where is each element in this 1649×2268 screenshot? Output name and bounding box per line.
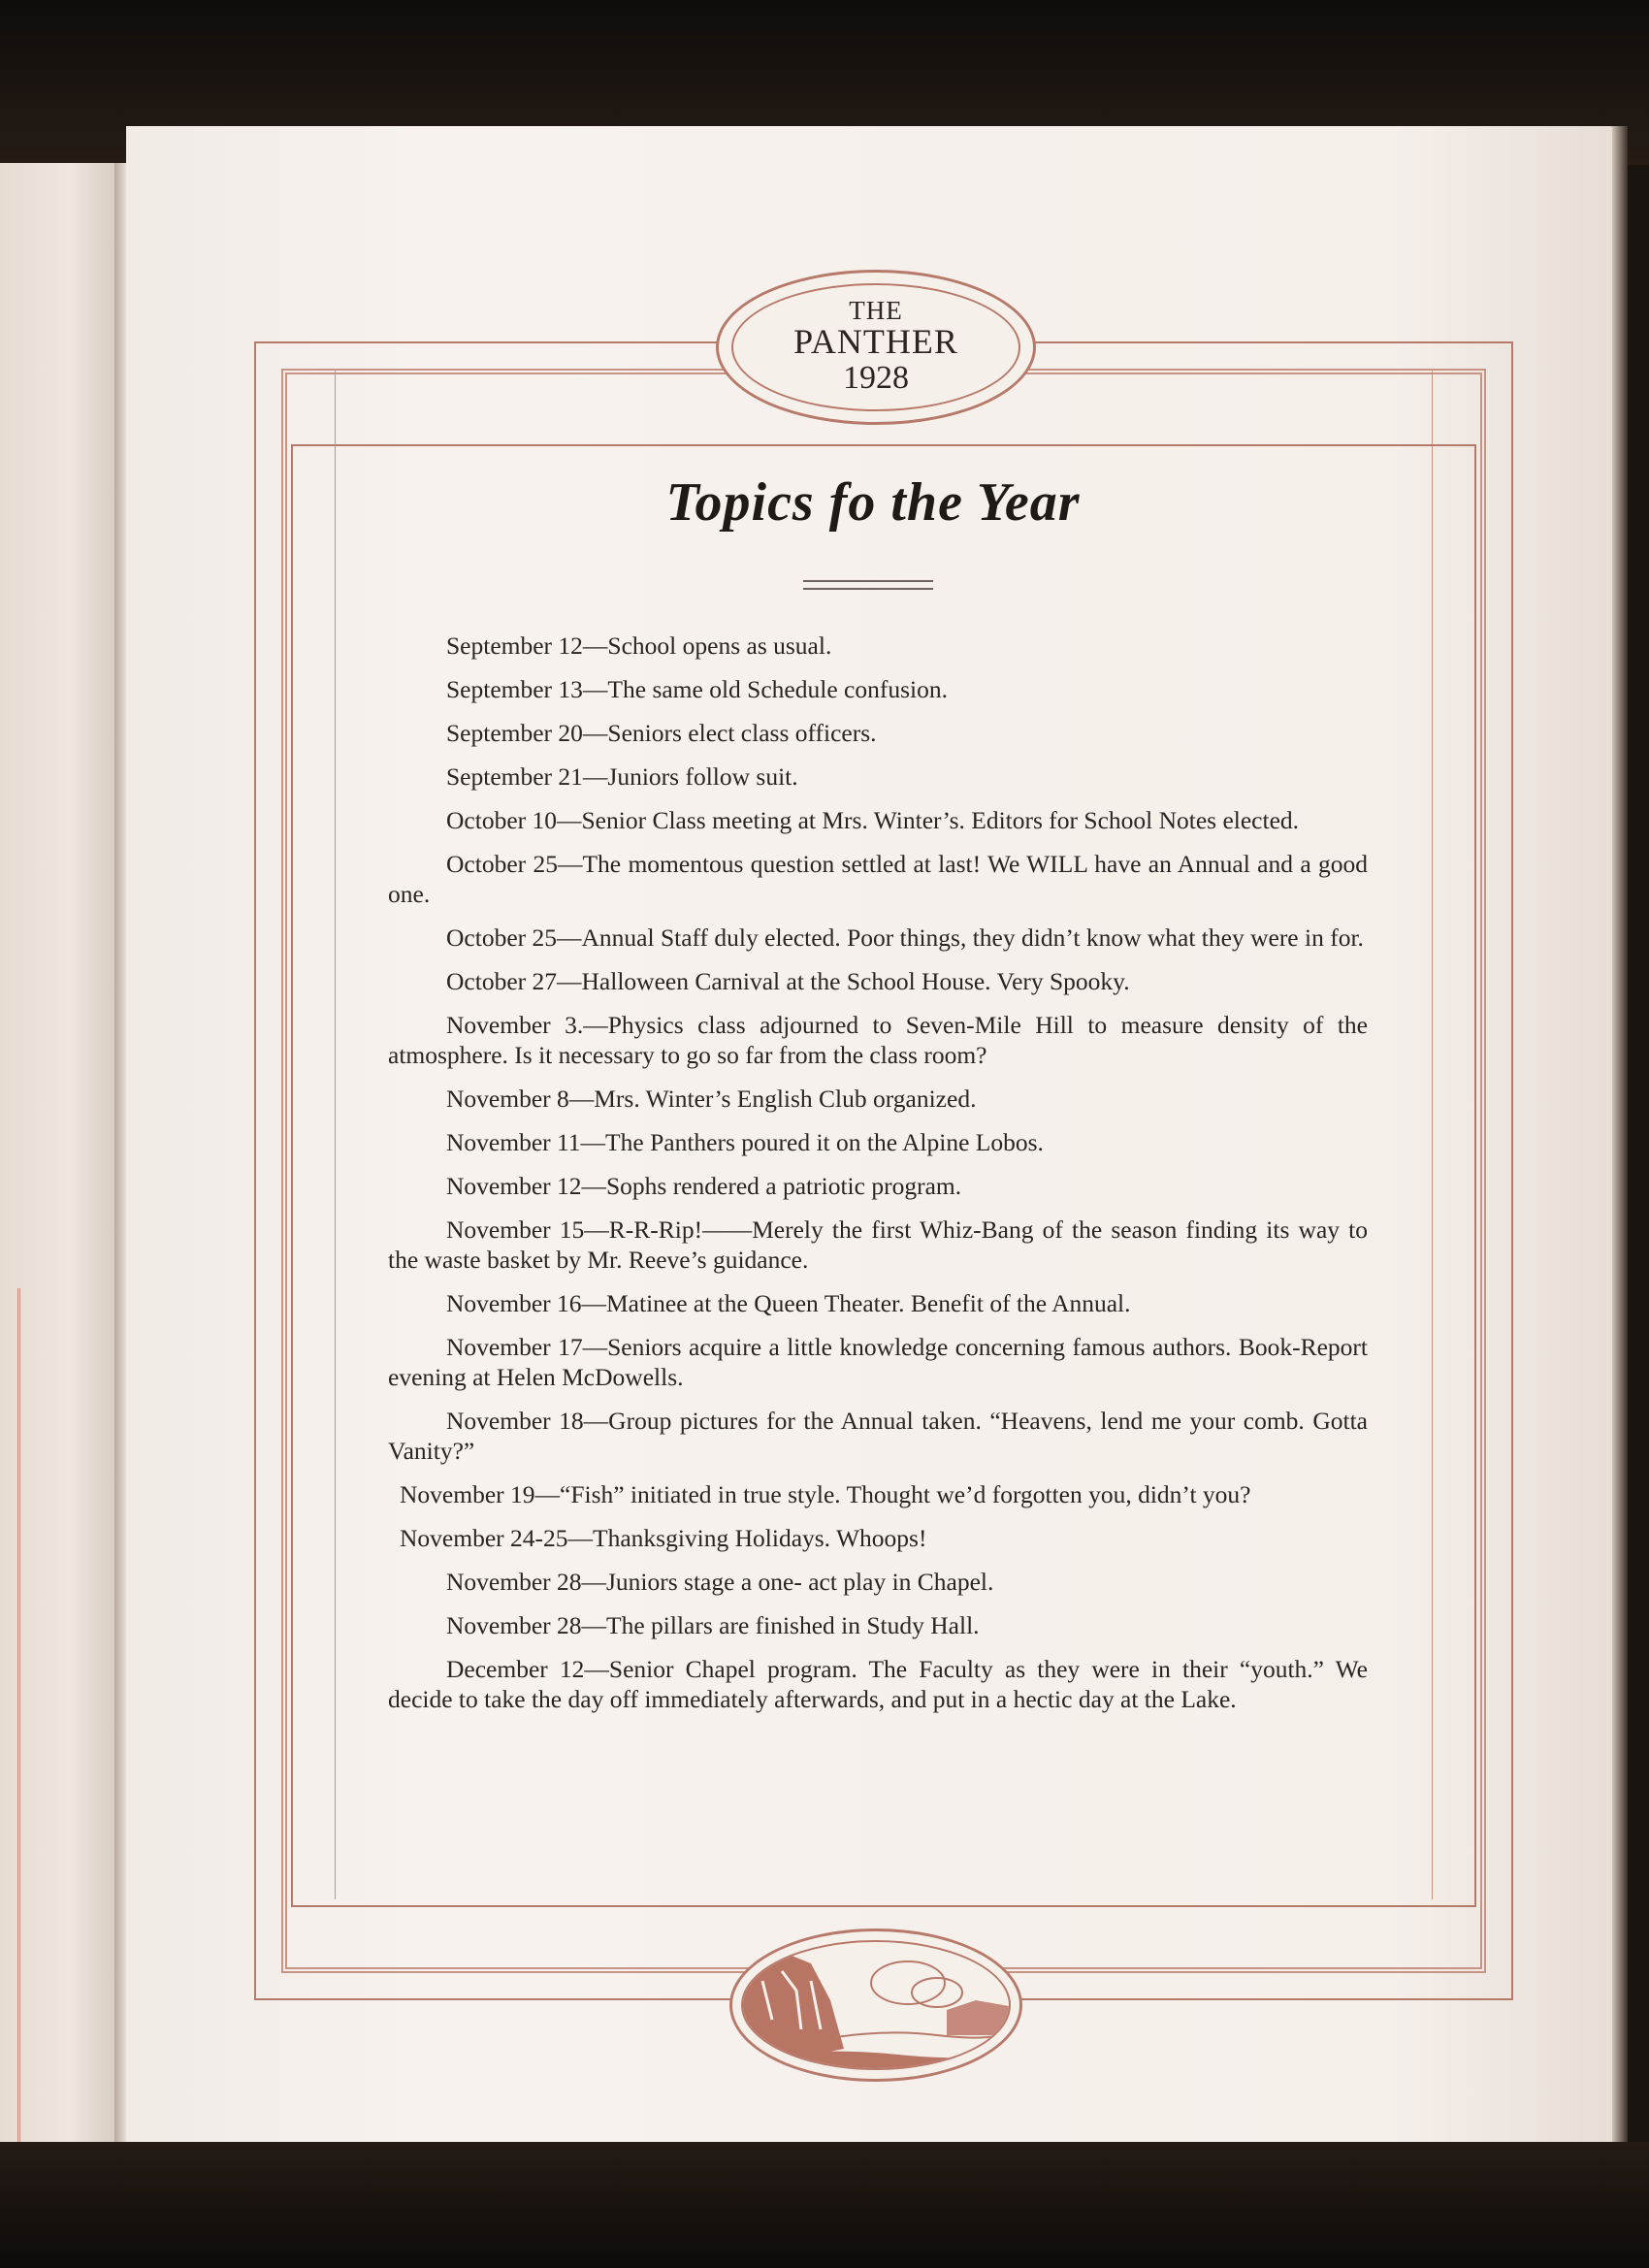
entry-18: November 24-25—Thanksgiving Holidays. Whoops! (400, 1524, 927, 1552)
facing-page-edge (0, 163, 116, 2142)
scan-background-bottom (0, 2142, 1649, 2268)
entry-8: October 27—Halloween Carnival at the School House. Very Spooky. (446, 967, 1130, 995)
entry-2: September 13—The same old Schedule confusion. (446, 675, 948, 703)
entry-21: December 12—Senior Chapel program. The Faculty as they were in their “youth.” We decide to take the day off immediately afterwards, and put in a hectic day at the Lake. (388, 1655, 1368, 1713)
entry-14: November 16—Matinee at the Queen Theater. Benefit of the Annual. (446, 1289, 1131, 1317)
entry-3: September 20—Seniors elect class officers. (446, 719, 877, 747)
entry-16: November 18—Group pictures for the Annual taken. “Heavens, lend me your comb. Gotta Vanity?” (388, 1407, 1368, 1465)
title-divider (803, 580, 933, 590)
entry-20: November 28—The pillars are finished in Study Hall. (446, 1611, 980, 1639)
entry-13: November 15—R-R-Rip!——Merely the first Whiz-Bang of the season finding its way to the waste basket by Mr. Reeve’s guidance. (388, 1215, 1368, 1274)
entry-4: September 21—Juniors follow suit. (446, 762, 798, 791)
page-title: Topics fo the Year (665, 472, 1081, 533)
calendar-entries (388, 631, 1368, 1728)
vignette-illustration (743, 1942, 1009, 2068)
masthead-line-the: THE (849, 296, 903, 325)
entry-1: September 12—School opens as usual. (446, 632, 832, 660)
entry-10: November 8—Mrs. Winter’s English Club organized. (446, 1085, 977, 1113)
masthead (731, 297, 1020, 396)
entry-11: November 11—The Panthers poured it on the Alpine Lobos. (446, 1128, 1044, 1156)
entry-15: November 17—Seniors acquire a little knowledge concerning famous authors. Book-Report evening at Helen McDowells. (388, 1333, 1368, 1391)
facing-page-border (0, 1288, 20, 2200)
entry-17: November 19—“Fish” initiated in true style. Thought we’d forgotten you, didn’t you? (400, 1480, 1251, 1508)
entry-6: October 25—The momentous question settled at last! We WILL have an Annual and a good one. (388, 850, 1368, 908)
entry-7: October 25—Annual Staff duly elected. Poor things, they didn’t know what they were in for. (446, 923, 1364, 952)
masthead-line-year: 1928 (843, 360, 909, 397)
entry-9: November 3.—Physics class adjourned to Seven-Mile Hill to measure density of the atmosphere. Is it necessary to go so far from the class room? (388, 1011, 1368, 1069)
masthead-line-panther: PANTHER (793, 322, 958, 362)
entry-12: November 12—Sophs rendered a patriotic program. (446, 1172, 962, 1200)
cliff-landscape-vignette (741, 1940, 1011, 2070)
page-edge-shadow (1612, 126, 1628, 2144)
entry-5: October 10—Senior Class meeting at Mrs. Winter’s. Editors for School Notes elected. (446, 806, 1300, 834)
entry-19: November 28—Juniors stage a one- act play in Chapel. (446, 1568, 994, 1596)
